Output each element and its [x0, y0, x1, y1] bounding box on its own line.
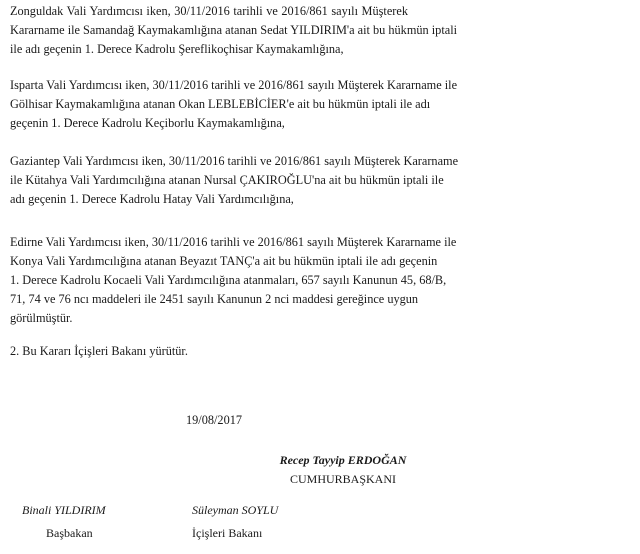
decree-date: 19/08/2017	[186, 413, 243, 427]
text-line: Isparta Vali Yardımcısı iken, 30/11/2016 tarihli ve 2016/861 sayılı Müşterek Kararname ile	[10, 78, 458, 92]
paragraph-okan-leblebicier	[10, 76, 458, 133]
signature-president	[258, 453, 428, 487]
signatory-title: CUMHURBAŞKANI	[289, 472, 396, 486]
signature-interior-minister	[192, 503, 312, 541]
text-line: görülmüştür.	[10, 311, 73, 325]
signatory-title: Başbakan	[46, 526, 93, 540]
signature-prime-minister	[22, 503, 122, 541]
text-line: ile adı geçenin 1. Derece Kadrolu Şereflikoçhisar Kaymakamlığına,	[10, 42, 344, 56]
paragraph-nursal-cakiroglu	[10, 152, 459, 209]
text-line: Konya Vali Yardımcılığına atanan Beyazıt TANÇ'a ait bu hükmün iptali ile adı geçenin	[10, 254, 438, 268]
text-line: 71, 74 ve 76 ncı maddeleri ile 2451 sayılı Kanunun 2 nci maddesi gereğince uygun	[10, 292, 419, 306]
signatory-name: Süleyman SOYLU	[192, 503, 279, 517]
paragraph-sedat-yildirim	[10, 2, 458, 59]
text-line: 1. Derece Kadrolu Kocaeli Vali Yardımcılığına atanmaları, 657 sayılı Kanunun 45, 68/B,	[10, 273, 447, 287]
paragraph-execution-clause	[10, 342, 310, 361]
signatory-name: Recep Tayyip ERDOĞAN	[279, 453, 407, 467]
paragraph-beyazit-tanc	[10, 233, 457, 328]
text-line: ile Kütahya Vali Yardımcılığına atanan Nursal ÇAKIROĞLU'na ait bu hükmün iptali ile	[10, 173, 444, 187]
text-line: geçenin 1. Derece Kadrolu Keçiborlu Kaymakamlığına,	[10, 116, 285, 130]
text-line: Gölhisar Kaymakamlığına atanan Okan LEBLEBİCİER'e ait bu hükmün iptali ile adı	[10, 97, 431, 111]
text-line: Gaziantep Vali Yardımcısı iken, 30/11/2016 tarihli ve 2016/861 sayılı Müşterek Kararname	[10, 154, 459, 168]
text-line: Zonguldak Vali Yardımcısı iken, 30/11/2016 tarihli ve 2016/861 sayılı Müşterek	[10, 4, 408, 18]
text-line: Kararname ile Samandağ Kaymakamlığına atanan Sedat YILDIRIM'a ait bu hükmün iptali	[10, 23, 458, 37]
text-line: 2. Bu Kararı İçişleri Bakanı yürütür.	[10, 344, 188, 358]
text-line: adı geçenin 1. Derece Kadrolu Hatay Vali Yardımcılığına,	[10, 192, 294, 206]
signatory-title: İçişleri Bakanı	[192, 526, 263, 540]
signatory-name: Binali YILDIRIM	[22, 503, 106, 517]
text-line: Edirne Vali Yardımcısı iken, 30/11/2016 tarihli ve 2016/861 sayılı Müşterek Kararname ile	[10, 235, 457, 249]
